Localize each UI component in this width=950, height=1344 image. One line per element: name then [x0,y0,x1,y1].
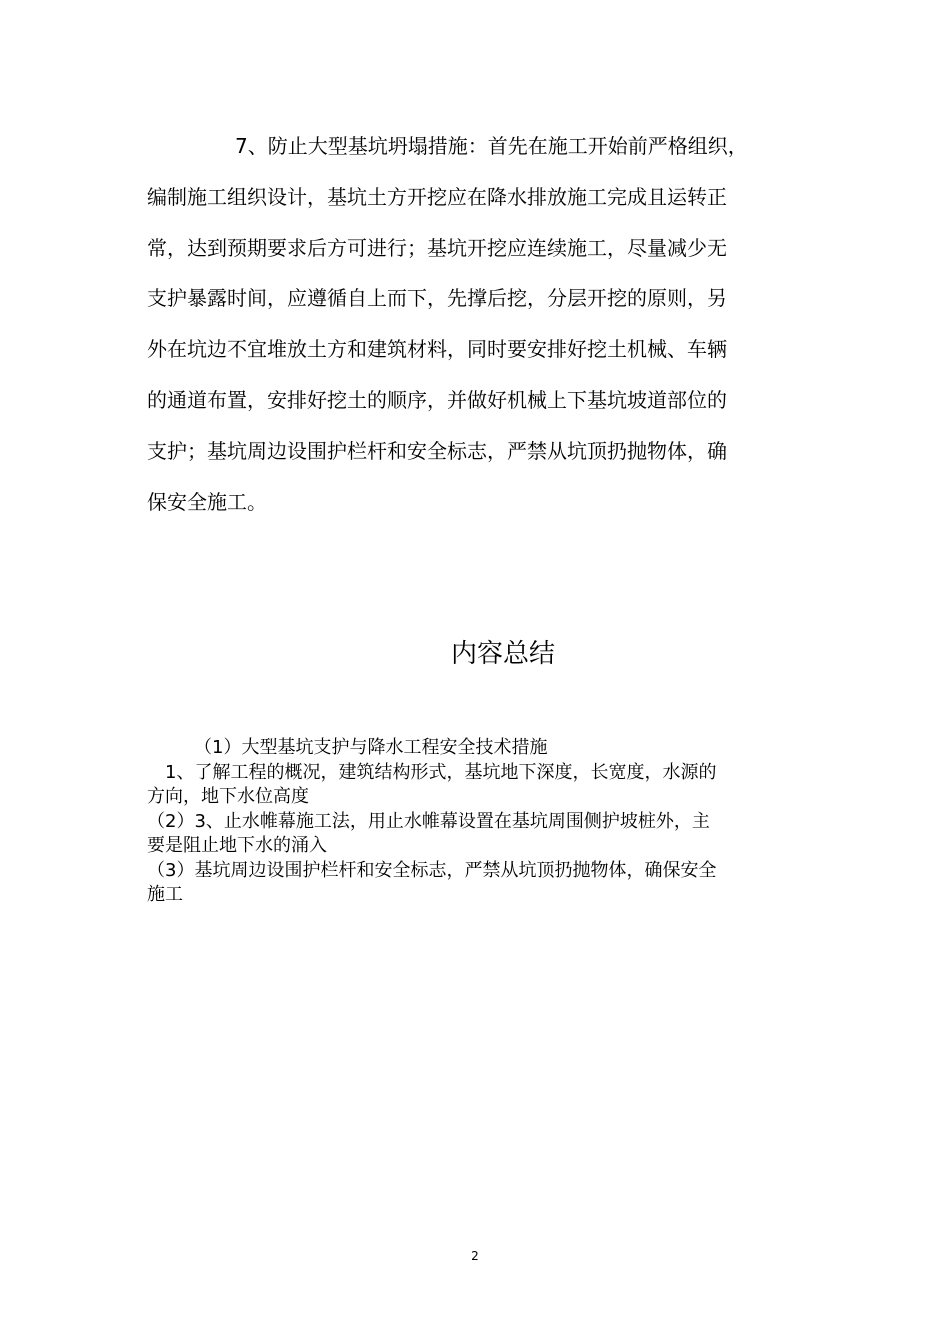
summary-line: 方向，地下水位高度 [147,786,309,807]
summary-line: （1）大型基坑支护与降水工程安全技术措施 [194,737,548,758]
page-number: 2 [471,1249,479,1263]
summary-line: （3）基坑周边设围护栏杆和安全标志，严禁从坑顶扔抛物体，确保安全 [147,859,717,881]
body-line: 7、防止大型基坑坍塌措施：首先在施工开始前严格组织， [235,134,748,158]
summary-line: 施工 [147,884,183,905]
body-line: 保安全施工。 [147,489,267,514]
body-line: 支护；基坑周边设围护栏杆和安全标志，严禁从坑顶扔抛物体，确 [147,438,727,463]
summary-line: （2）3、止水帷幕施工法，用止水帷幕设置在基坑周围侧护坡桩外，主 [147,810,710,832]
summary-line: 要是阻止地下水的涌入 [147,835,327,856]
body-line: 外在坑边不宜堆放土方和建筑材料，同时要安排好挖土机械、车辆 [147,337,727,362]
body-line: 支护暴露时间，应遵循自上而下，先撑后挖，分层开挖的原则，另 [147,286,727,311]
body-line: 编制施工组织设计，基坑土方开挖应在降水排放施工完成且运转正 [147,184,727,209]
summary-section [147,736,817,908]
body-line: 常，达到预期要求后方可进行；基坑开挖应连续施工，尽量减少无 [147,235,727,260]
body-line: 的通道布置，安排好挖土的顺序，并做好机械上下基坑坡道部位的 [147,387,727,412]
summary-line: 1、了解工程的概况，建筑结构形式，基坑地下深度，长宽度，水源的 [165,761,717,783]
summary-title: 内容总结 [450,639,555,669]
body-paragraph [147,121,807,527]
